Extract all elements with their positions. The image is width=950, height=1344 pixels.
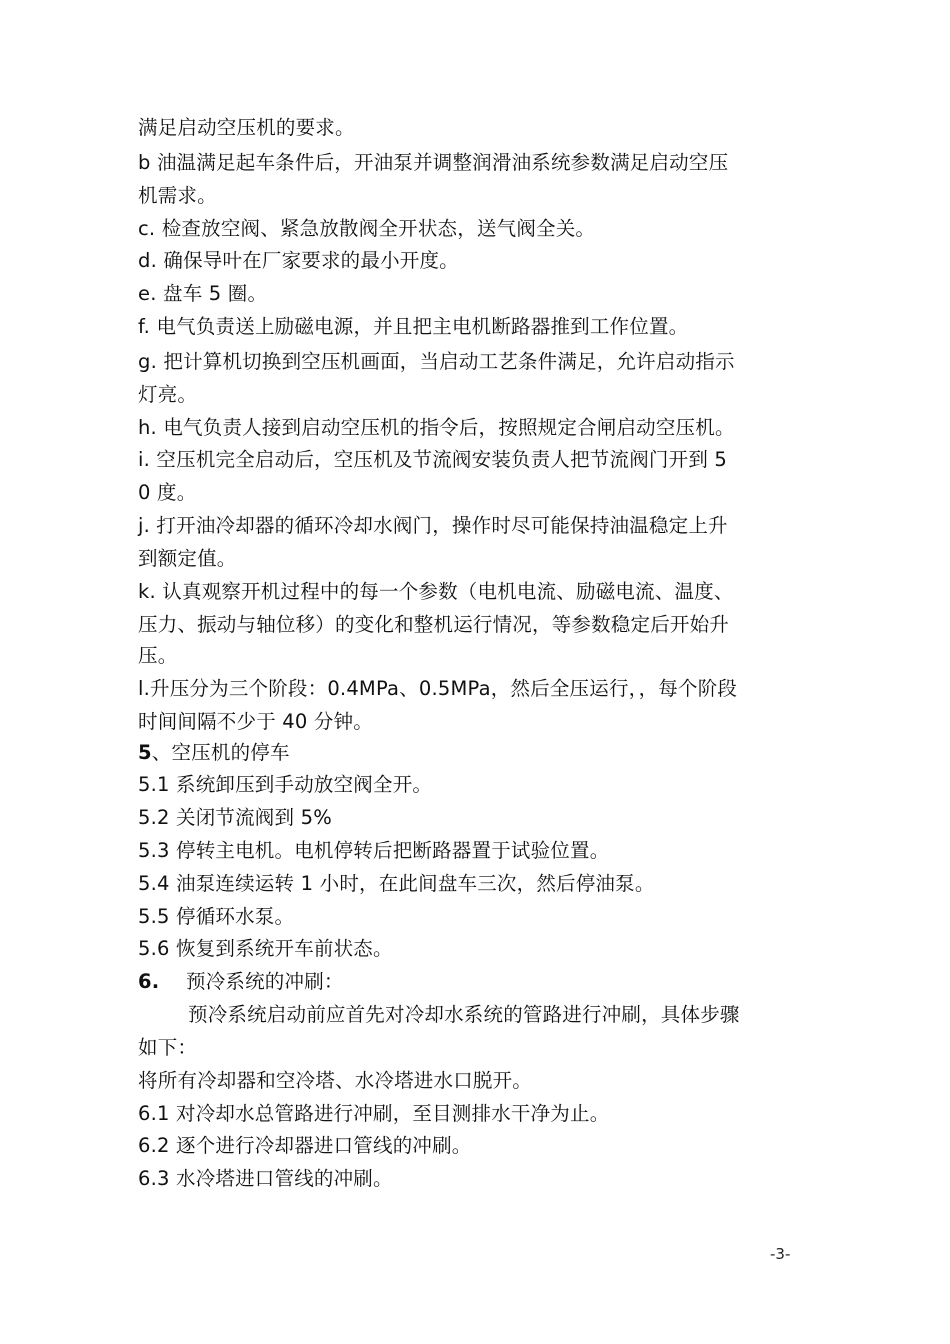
list-item: 6.1 对冷却水总管路进行冲刷，至目测排水干净为止。 [138, 1101, 610, 1125]
text-line: k. 认真观察开机过程中的每一个参数（电机电流、励磁电流、温度、 [138, 579, 734, 603]
text-line: i. 空压机完全启动后，空压机及节流阀安装负责人把节流阀门开到 5 [138, 448, 728, 472]
text-line: 满足启动空压机的要求。 [138, 116, 355, 139]
text-line: d. 确保导叶在厂家要求的最小开度。 [138, 249, 459, 273]
text-line: b 油温满足起车条件后，开油泵并调整润滑油系统参数满足启动空压 [138, 150, 729, 174]
section-5-title: 、空压机的停车 [151, 740, 290, 764]
text-line: h. 电气负责人接到启动空压机的指令后，按照规定合闸启动空压机。 [138, 415, 735, 439]
text-line: 灯亮。 [138, 382, 198, 406]
list-item: 5.4 油泵连续运转 1 小时，在此间盘车三次，然后停油泵。 [138, 871, 655, 895]
list-item: 6.3 水冷塔进口管线的冲刷。 [138, 1167, 393, 1191]
list-item: 6.2 逐个进行冷却器进口管线的冲刷。 [138, 1134, 472, 1158]
text-line: j. 打开油冷却器的循环冷却水阀门，操作时尽可能保持油温稳定上升 [138, 514, 728, 538]
text-line: 0 度。 [138, 481, 197, 505]
list-item: 5.3 停转主电机。电机停转后把断路器置于试验位置。 [138, 838, 610, 862]
text-line: 压。 [138, 643, 178, 667]
section-5-heading [138, 737, 820, 770]
list-item: 5.5 停循环水泵。 [138, 904, 295, 928]
text-line: l.升压分为三个阶段：0.4MPa、0.5MPa，然后全压运行，，每个阶段 [138, 676, 738, 700]
text-line: 机需求。 [138, 183, 217, 207]
list-item: 5.6 恢复到系统开车前状态。 [138, 937, 393, 961]
text-line: f. 电气负责送上励磁电源，并且把主电机断路器推到工作位置。 [138, 314, 689, 338]
paragraph-line: 如下： [138, 1035, 198, 1059]
section-6-heading [138, 966, 820, 999]
document-body [138, 112, 820, 1196]
text-line: e. 盘车 5 圈。 [138, 282, 268, 306]
list-item: 5.2 关闭节流阀到 5% [138, 806, 332, 830]
text-line: g. 把计算机切换到空压机画面，当启动工艺条件满足，允许启动指示 [138, 349, 735, 373]
paragraph-line: 预冷系统启动前应首先对冷却水系统的管路进行冲刷，具体步骤 [188, 1002, 740, 1026]
text-line: 压力、振动与轴位移）的变化和整机运行情况，等参数稳定后开始升 [138, 612, 730, 636]
section-5-number: 5 [138, 740, 152, 764]
page-number: -3- [770, 1245, 791, 1263]
section-6-title: 预冷系统的冲刷： [186, 970, 344, 994]
text-line: 时间间隔不少于 40 分钟。 [138, 709, 374, 733]
section-6-number: 6. [138, 970, 160, 994]
list-item: 5.1 系统卸压到手动放空阀全开。 [138, 773, 433, 797]
text-line: 将所有冷却器和空冷塔、水冷塔进水口脱开。 [138, 1068, 533, 1092]
text-line: c. 检查放空阀、紧急放散阀全开状态，送气阀全关。 [138, 216, 596, 240]
text-line: 到额定值。 [138, 546, 237, 570]
